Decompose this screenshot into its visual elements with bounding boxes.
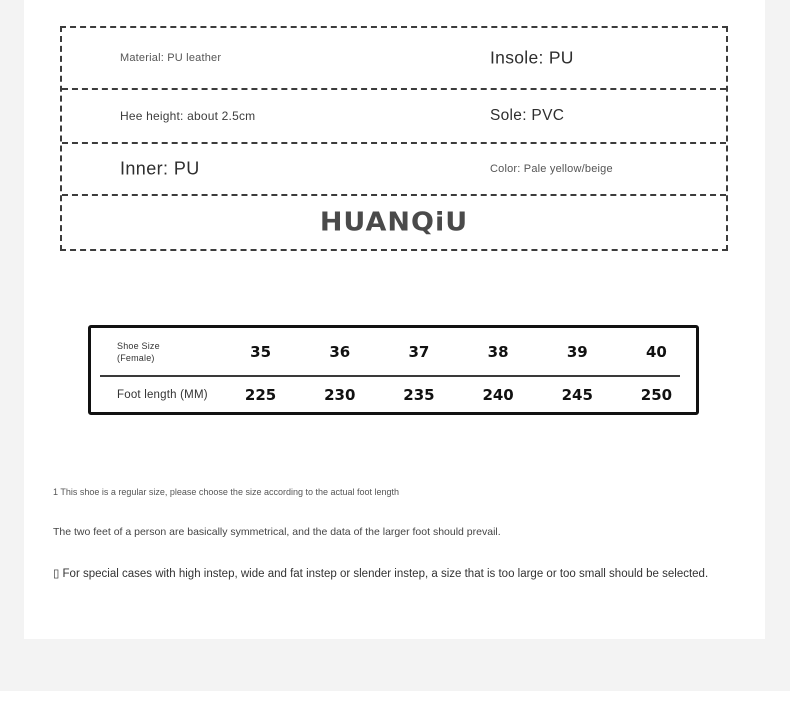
shoe-size-header-line1: Shoe Size bbox=[117, 340, 160, 351]
size-value: 40 bbox=[646, 342, 667, 361]
foot-length-value: 230 bbox=[324, 385, 356, 404]
shoe-size-header-label bbox=[91, 340, 221, 364]
spec-row-heel bbox=[62, 88, 726, 142]
size-value: 36 bbox=[329, 342, 351, 361]
sizing-note-special-cases: ▯ For special cases with high instep, wide and fat instep or slender instep, a size that is too large or too small should be selected. bbox=[53, 568, 709, 580]
spec-material-label: Material: PU leather bbox=[120, 52, 222, 64]
brand-logo: HUANQiU bbox=[319, 207, 469, 238]
foot-length-label: Foot length (MM) bbox=[117, 388, 208, 401]
right-gutter bbox=[765, 0, 790, 691]
spec-row-brand bbox=[62, 194, 726, 249]
spec-row-material bbox=[62, 28, 726, 88]
size-table-data-row bbox=[91, 377, 696, 412]
foot-length-value: 245 bbox=[561, 385, 593, 404]
spec-inner-label: Inner: PU bbox=[120, 158, 200, 179]
spec-sole-label: Sole: PVC bbox=[490, 107, 565, 124]
shoe-size-table bbox=[88, 325, 699, 415]
spec-insole-label: Insole: PU bbox=[490, 47, 574, 68]
left-gutter bbox=[0, 0, 24, 691]
foot-length-value: 240 bbox=[482, 385, 514, 404]
size-value: 37 bbox=[408, 342, 430, 361]
sizing-note-regular-size: 1 This shoe is a regular size, please choose the size according to the actual foot length bbox=[53, 487, 400, 497]
size-value: 38 bbox=[487, 342, 509, 361]
size-value: 39 bbox=[566, 342, 588, 361]
spec-color-label: Color: Pale yellow/beige bbox=[490, 163, 613, 175]
foot-length-value: 225 bbox=[244, 385, 277, 404]
foot-length-value: 250 bbox=[640, 385, 673, 404]
spec-heel-height-label: Hee height: about 2.5cm bbox=[120, 109, 256, 123]
sizing-note-symmetrical: The two feet of a person are basically symmetrical, and the data of the larger foot should prevail. bbox=[53, 526, 501, 538]
size-value: 35 bbox=[250, 342, 272, 361]
bottom-gray-band bbox=[0, 639, 790, 691]
spec-row-inner bbox=[62, 142, 726, 194]
spec-table bbox=[60, 26, 728, 251]
shoe-size-header-line2: (Female) bbox=[117, 352, 155, 363]
foot-length-value: 235 bbox=[403, 385, 435, 404]
size-table-header-row bbox=[91, 328, 696, 375]
